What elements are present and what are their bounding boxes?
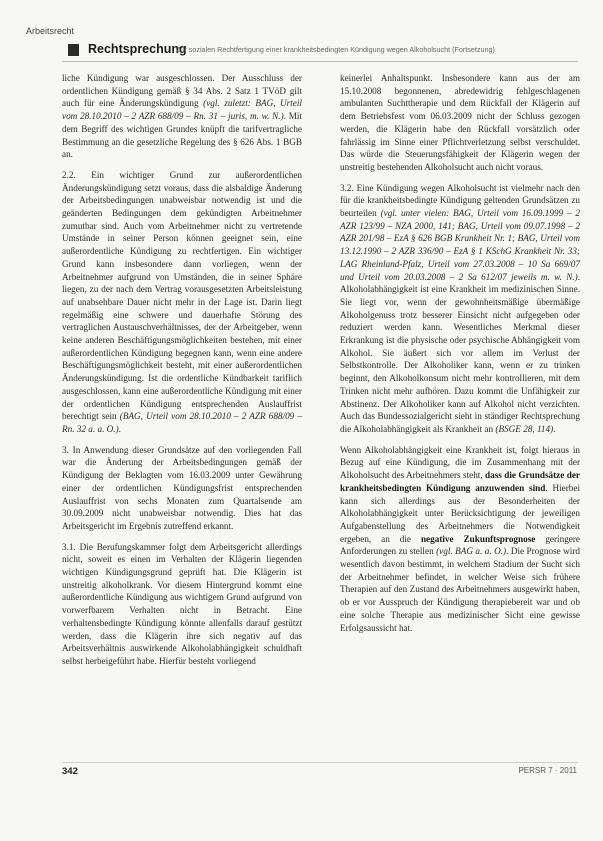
citation-text: (vgl. unter vielen: BAG, Urteil vom 16.09.1999 – 2 AZR 123/99 – NZA 2000, 141; BAG, Urteil vom 09.07.1998 – 2 AZR 201/98 – EzA § 626 BGB Krankheit Nr. 1; BAG, Urteil vom 13.12.1990 – 2 AZR 336/90 – EzA § 1 KSchG Krankheit Nr. 33; LAG Rheinland-Pfalz, Urteil vom 27.03.2008 – 10 Sa 669/07 und Urteil vom 20.03.2008 – 2 Sa 612/07 jeweils m. w. N.) <box>340 208 581 282</box>
body-text: . Mit dem Begriff des wichtigen Grundes knüpft die tarifvertragliche Bestimmung an die gesetzliche Regelung des § 626 Abs. 1 BGB an. <box>62 111 302 160</box>
paragraph <box>62 541 302 668</box>
citation-text: (BSGE 28, 114) <box>495 423 554 434</box>
body-text: 3.2. Eine Kündigung wegen Alkoholsucht ist vielmehr nach den für die krankheitsbedingte Kündigung geltenden Grundsätzen zu beurteilen <box>340 182 580 219</box>
body-text: geringere Anforderungen zu stellen <box>340 533 581 557</box>
body-text: 3. In Anwendung dieser Grundsätze auf den vorliegenden Fall war die Änderung der Arbeitsbedingungen gemäß der Kündigung der Beklagten vom 16.03.2009 unter Gewährung einer der ordentlichen Kündigungsfrist entsprechenden Auslauffrist von sechs Monaten zum Quartalsende am 30.09.2009 nicht unabweisbar notwendig. Dies hat das Arbeitsgericht im Ergebnis zutreffend erkannt. <box>62 444 302 531</box>
emphasis-text: negative Zukunftsprognose <box>420 533 536 544</box>
page-number: 342 <box>62 766 78 777</box>
section-label: Arbeitsrecht <box>26 26 75 36</box>
paragraph <box>340 72 580 174</box>
left-column <box>62 72 302 668</box>
paragraph <box>340 444 580 635</box>
body-text: . Alkoholabhängigkeit ist eine Krankheit im medizinischen Sinne. Sie liegt vor, wenn der gewohnheitsmäßige übermäßige Alkoholgenuss trotz besserer Einsicht nicht aufgegeben oder reduziert werden kann. Wesentliches Merkmal dieser Erkrankung ist die physische oder psychische Abhängigkeit vom Alkohol. Sie äußert sich vor allem im Verlust der Selbstkontrolle. Der Alkoholiker kann, wenn er zu trinken beginnt, den Alkoholkonsum nicht mehr kontrollieren, mit dem Trinken nicht mehr aufhören. Dazu kommt die Unfähigkeit zur Abstinenz. Der Alkoholiker kann auf Alkohol nicht verzichten. Auch das Bundessozialgericht sieht in ständiger Rechtsprechung die Alkoholabhängigkeit als Krankheit an <box>340 271 580 434</box>
paragraph <box>340 182 580 436</box>
header-subtitle: Zur sozialen Rechtfertigung einer krankheitsbedingten Kündigung wegen Alkoholsucht (Fortsetzung) <box>176 45 495 54</box>
footer-divider <box>62 762 578 763</box>
page-header <box>58 42 578 58</box>
right-column <box>340 72 580 634</box>
paragraph <box>62 444 302 533</box>
paragraph <box>62 169 302 436</box>
body-text: . Die Prognose wird wesentlich davon bestimmt, in welchem Stadium der Sucht sich der Arbeitnehmer befindet, in welcher Weise sich frühere Therapien auf den Zustand des Arbeitnehmers ausgewirkt haben, ob er vor Ausspruch der Kündigung therapiebereit war und ob eine solche Therapie aus medizinischer Sicht eine gewisse Erfolgsaussicht hat. <box>340 546 580 633</box>
body-text: 3.1. Die Berufungskammer folgt dem Arbeitsgericht allerdings nicht, soweit es einen im Verhalten der Klägerin liegenden wichtigen Kündigungsgrund geprüft hat. Die Klägerin ist unstreitig alkoholkrank. Vor diesem Hintergrund kommt eine außerordentliche Kündigung aus wichtigem Grund aufgrund von vorwerfbarem Verhalten nicht in Betracht. Eine verhaltensbedingte Kündigung könnte allenfalls darauf gestützt werden, dass die Klägerin ihre sich negativ auf das Arbeitsverhältnis auswirkende Alkoholabhängigkeit schuldhaft selbst herbeigeführt habe. Hierfür besteht vorliegend <box>62 541 302 666</box>
body-text: keinerlei Anhaltspunkt. Insbesondere kann aus der am 15.10.2008 begonnenen, abredewidrig fehlgeschlagenen ambulanten Suchttherapie und dem Rückfall der Klägerin auf dem Betriebsfest vom 06.03.2009 nicht der Schluss gezogen werden, die Klägerin habe den Rückfall vorsätzlich oder fahrlässig im Sinne einer Pflichtverletzung selbst verschuldet. Das würde die Steuerungsfähigkeit der Klägerin wegen der unstreitig bestehenden Alkoholsucht auch nicht voraus. <box>340 73 580 172</box>
journal-issue: PERSR 7 · 2011 <box>518 766 577 775</box>
citation-text: (vgl. BAG a. a. O.) <box>436 546 507 557</box>
body-text: . Hierbei kann sich allerdings aus der Besonderheiten der Alkoholabhängigkeit unter Berücksichtigung der jeweiligen Aufgabenstellung des Arbeitnehmers die Notwendigkeit ergeben, an die <box>340 482 580 544</box>
header-title: Rechtsprechung <box>88 42 187 56</box>
body-text: . <box>118 423 121 434</box>
citation-text: (vgl. zuletzt: BAG, Urteil vom 28.10.2010 – 2 AZR 688/09 – Rn. 31 – juris, m. w. N.) <box>62 98 302 122</box>
emphasis-text: dass die Grundsätze der krankheitsbedingten Kündigung anzuwenden sind <box>340 470 580 493</box>
paragraph <box>62 72 302 161</box>
body-text: 2.2. Ein wichtiger Grund zur außerordentlichen Änderungskündigung setzt voraus, dass die alsbaldige Änderung der Arbeitsbedingungen unabweisbar notwendig ist und die geänderten Bedingungen dem gekündigten Arbeitnehmer zumutbar sind. Auch vom Arbeitnehmer nicht zu vertretende Umstände in seiner Person können geeignet sein, eine außerordentliche Kündigung zu rechtfertigen. Ein wichtiger Grund kann insbesondere dann vorliegen, wenn der Arbeitnehmer aufgrund von Umständen, die in seiner Sphäre liegen, zu der nach dem Vertrag vorausgesetzten Arbeitsleistung auf unabsehbare Dauer nicht mehr in der Lage ist. Darin liegt regelmäßig eine schwere und dauerhafte Störung des vertraglichen Austauschverhältnisses, der der Arbeitgeber, wenn keine anderen Beschäftigungsmöglichkeiten bestehen, mit einer außerordentlichen Kündigung begegnen kann, wenn eine andere Beschäftigungsmöglichkeit besteht, mit einer außerordentlichen Änderungskündigung. Ist die ordentliche Kündbarkeit tariflich ausgeschlossen, kann eine außerordentliche Kündigung mit einer der ordentlichen Kündigung entsprechenden Auslauffrist berechtigt sein <box>62 169 302 422</box>
header-marker <box>68 44 79 56</box>
body-text: liche Kündigung war ausgeschlossen. Der Ausschluss der ordentlichen Kündigung gemäß § 34 Abs. 2 Satz 1 TVöD gilt auch für eine Änderungskündigung <box>62 73 302 109</box>
header-divider <box>62 61 578 62</box>
citation-text: (BAG, Urteil vom 28.10.2010 – 2 AZR 688/09 – Rn. 32 a. a. O.) <box>62 411 302 434</box>
body-text: Wenn Alkoholabhängigkeit eine Krankheit ist, folgt hieraus in Bezug auf eine Kündigung, die im Zusammenhang mit der Alkoholsucht des Arbeitnehmers steht, <box>340 444 580 481</box>
body-text: . <box>553 423 556 434</box>
